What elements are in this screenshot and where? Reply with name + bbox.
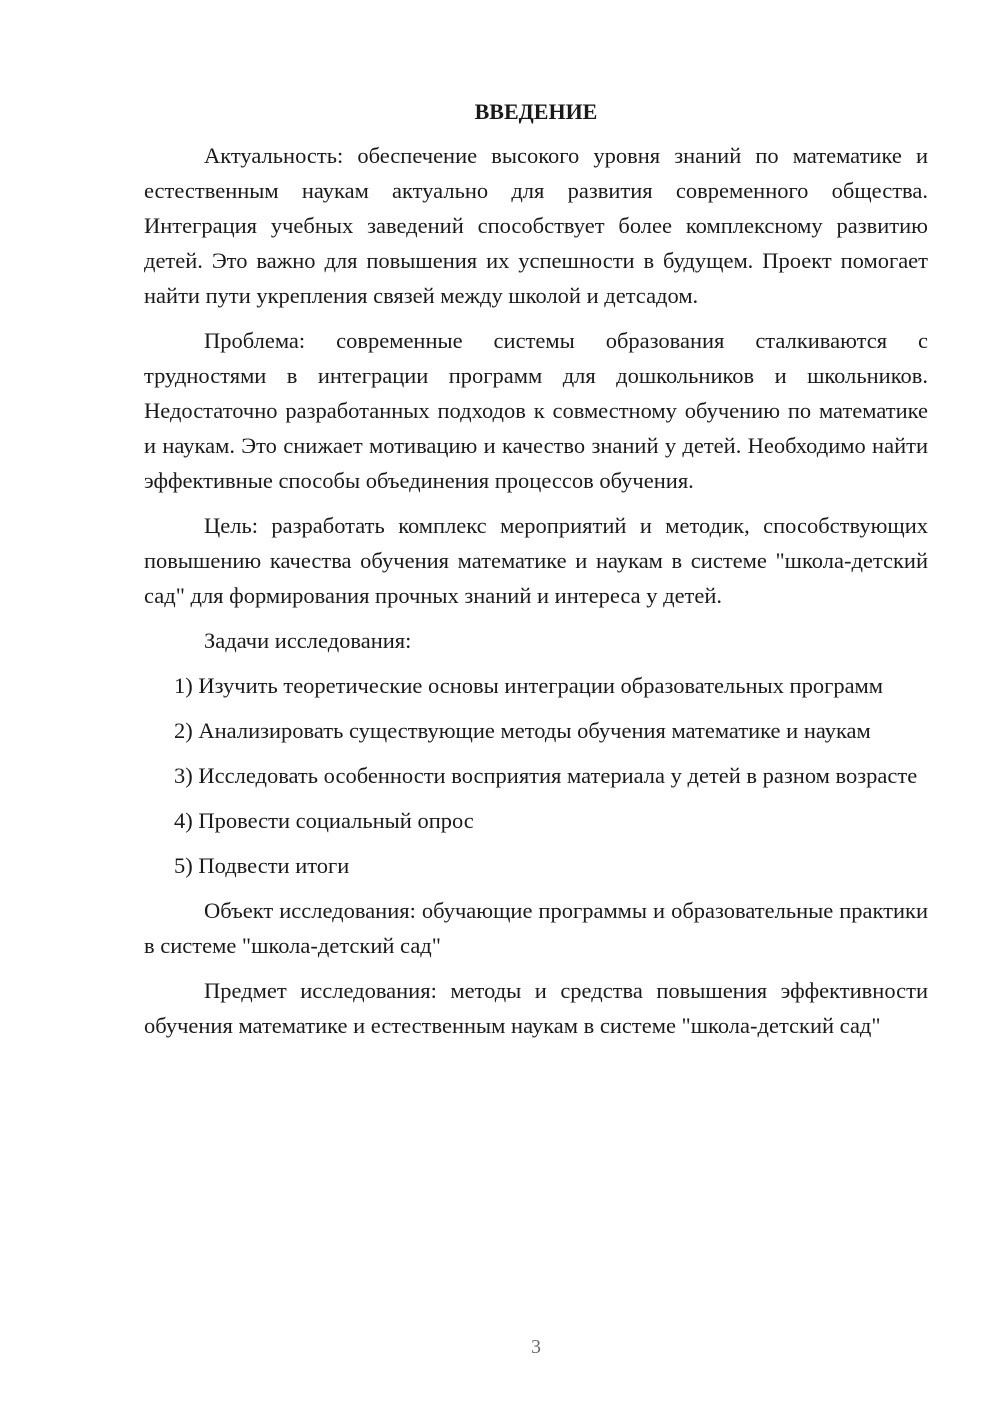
page-number: 3 xyxy=(531,1336,541,1358)
problem-paragraph: Проблема: современные системы образования сталкиваются с трудностями в интеграции программ для дошкольников и школьников. Недостаточно разработанных подходов к совместному обучению по математике и наукам. Это снижает мотивацию и качество знаний у детей. Необходимо найти эффективные способы объединения процессов обучения. xyxy=(144,328,928,493)
page-body xyxy=(144,95,928,1053)
object-paragraph: Объект исследования: обучающие программы и образовательные практики в системе "школа-детский сад" xyxy=(144,898,928,958)
tasks-heading: Задачи исследования: xyxy=(204,628,412,653)
task-item: 2) Анализировать существующие методы обучения математике и наукам xyxy=(174,718,871,743)
task-item: 5) Подвести итоги xyxy=(174,853,350,878)
relevance-paragraph: Актуальность: обеспечение высокого уровня знаний по математике и естественным наукам актуально для развития современного общества. Интеграция учебных заведений способствует более комплексному развитию детей. Это важно для повышения их успешности в будущем. Проект помогает найти пути укрепления связей между школой и детсадом. xyxy=(144,143,928,308)
subject-paragraph: Предмет исследования: методы и средства повышения эффективности обучения математике и естественным наукам в системе "школа-детский сад" xyxy=(144,978,928,1038)
task-item: 4) Провести социальный опрос xyxy=(174,808,474,833)
task-item: 3) Исследовать особенности восприятия материала у детей в разном возрасте xyxy=(174,763,918,788)
tasks-list xyxy=(144,668,928,883)
task-item: 1) Изучить теоретические основы интеграции образовательных программ xyxy=(174,673,884,698)
goal-paragraph: Цель: разработать комплекс мероприятий и методик, способствующих повышению качества обучения математике и наукам в системе "школа-детский сад" для формирования прочных знаний и интереса у детей. xyxy=(144,513,928,608)
page-title: ВВЕДЕНИЕ xyxy=(474,99,598,124)
